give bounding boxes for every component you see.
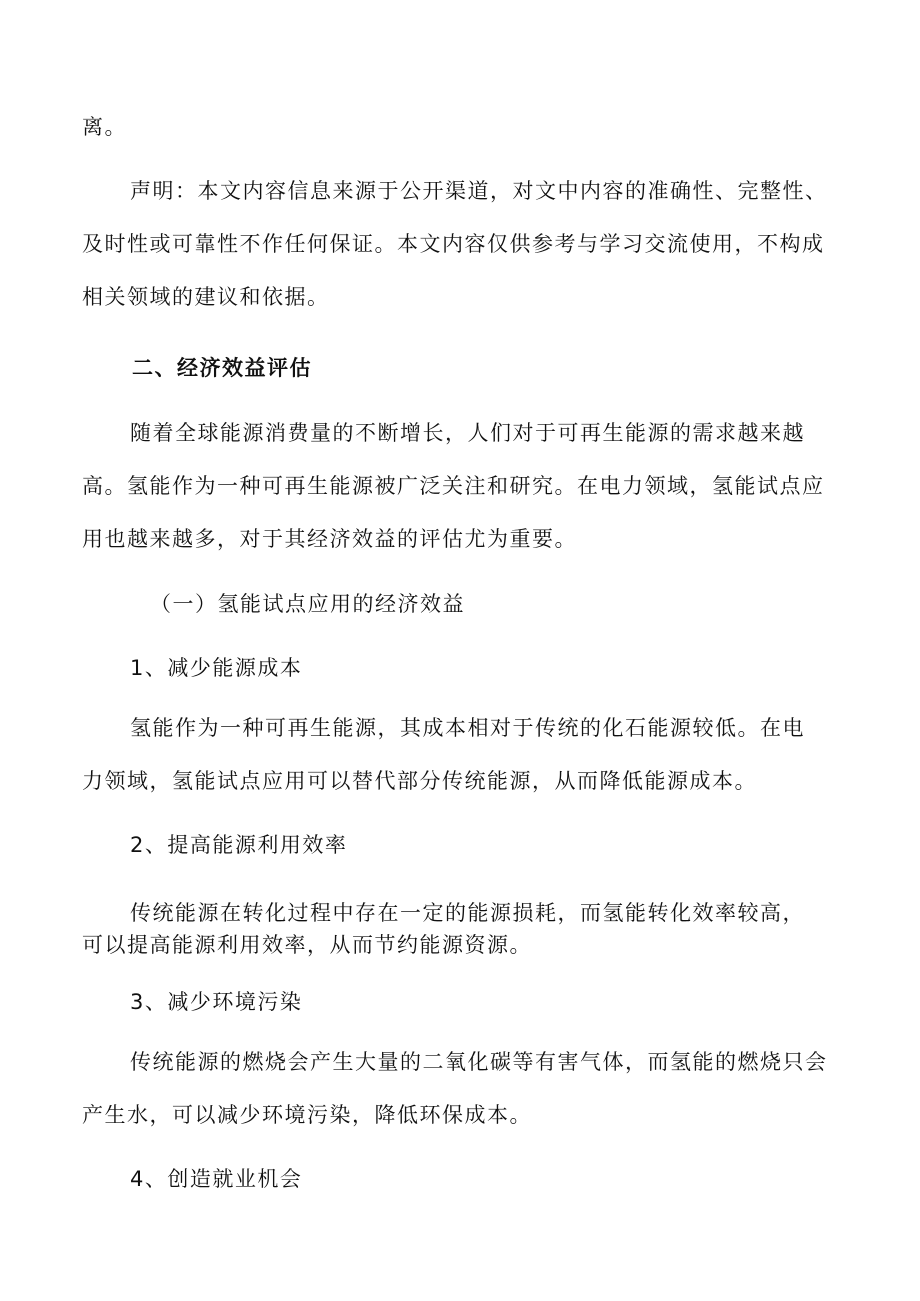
disclaimer-line: 声明：本文内容信息来源于公开渠道，对文中内容的准确性、完整性、 bbox=[130, 179, 828, 203]
subsection-heading: （一）氢能试点应用的经济效益 bbox=[150, 592, 465, 616]
disclaimer-line: 及时性或可靠性不作任何保证。本文内容仅供参考与学习交流使用，不构成 bbox=[82, 232, 825, 256]
paragraph-fragment: 离。 bbox=[82, 115, 127, 139]
item-body-line: 传统能源的燃烧会产生大量的二氧化碳等有害气体，而氢能的燃烧只会 bbox=[130, 1050, 828, 1074]
item-body-line: 力领域，氢能试点应用可以替代部分传统能源，从而降低能源成本。 bbox=[82, 769, 757, 793]
item-title: 4、创造就业机会 bbox=[130, 1167, 303, 1191]
section-heading: 二、经济效益评估 bbox=[132, 356, 312, 380]
item-body-line: 产生水，可以减少环境污染，降低环保成本。 bbox=[82, 1103, 532, 1127]
intro-line: 用也越来越多，对于其经济效益的评估尤为重要。 bbox=[82, 527, 577, 551]
intro-line: 高。氢能作为一种可再生能源被广泛关注和研究。在电力领域，氢能试点应 bbox=[82, 474, 825, 498]
disclaimer-line: 相关领域的建议和依据。 bbox=[82, 285, 330, 309]
intro-line: 随着全球能源消费量的不断增长，人们对于可再生能源的需求越来越 bbox=[130, 421, 805, 445]
item-title: 3、减少环境污染 bbox=[130, 990, 303, 1014]
item-title: 2、提高能源利用效率 bbox=[130, 833, 348, 857]
item-body-line: 可以提高能源利用效率，从而节约能源资源。 bbox=[82, 933, 532, 957]
item-body-line: 氢能作为一种可再生能源，其成本相对于传统的化石能源较低。在电 bbox=[130, 716, 805, 740]
item-body-line: 传统能源在转化过程中存在一定的能源损耗，而氢能转化效率较高， bbox=[130, 901, 805, 925]
item-title: 1、减少能源成本 bbox=[130, 656, 303, 680]
